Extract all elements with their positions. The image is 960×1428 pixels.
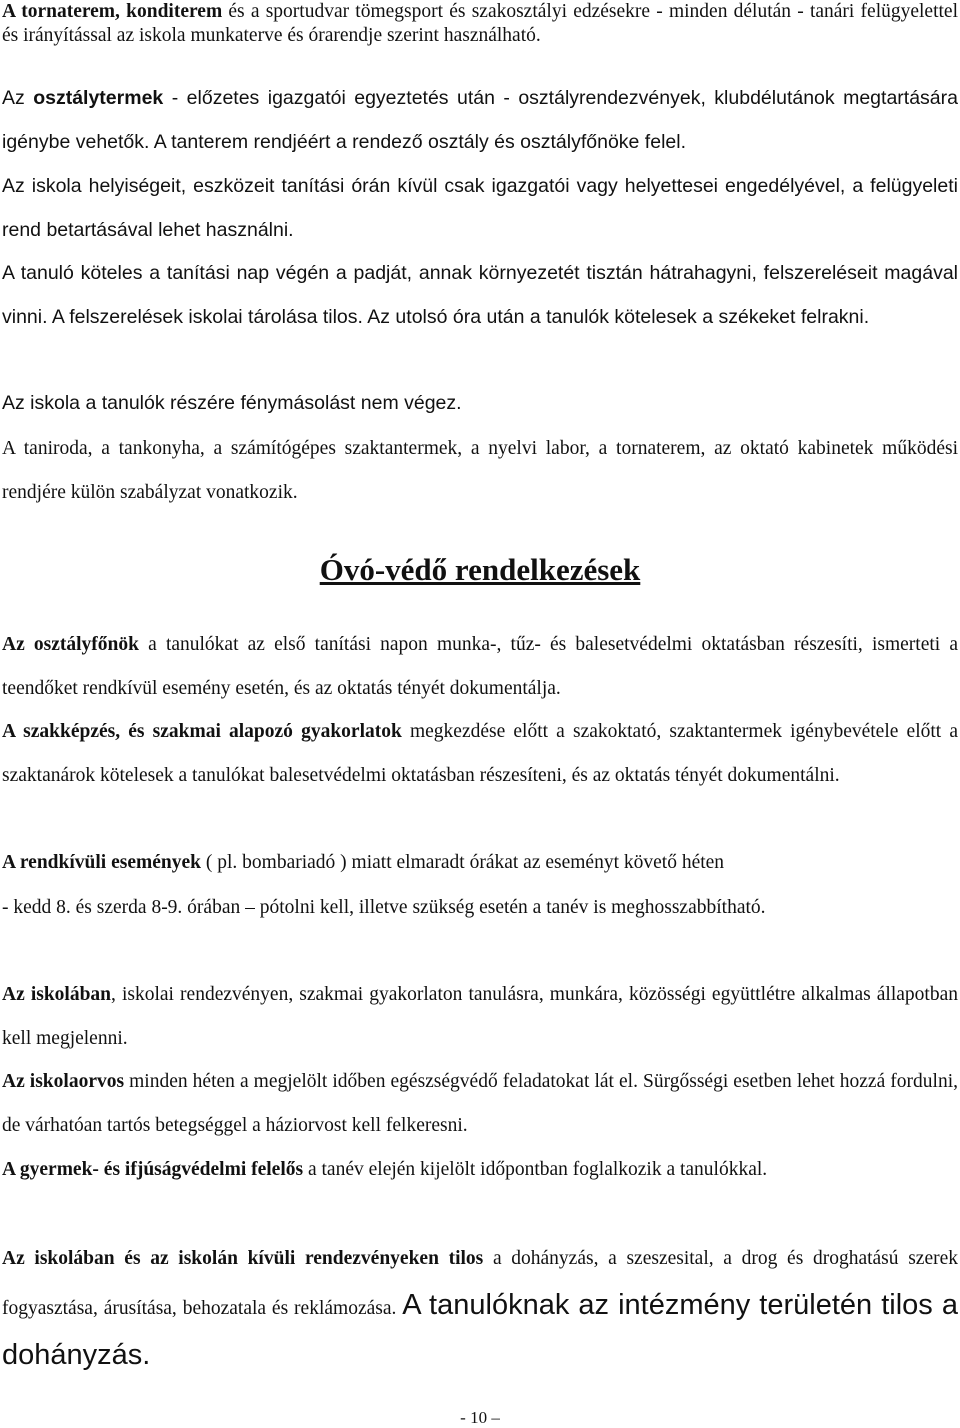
bold-lead: Az iskolaorvos [2,1071,125,1092]
bold-lead: Az iskolában és az iskolán kívüli rendezvényeken tilos [2,1248,484,1269]
smoking-ban-statement: A tanulóknak az intézmény területén tilos a dohányzás. [2,1289,958,1371]
bold-lead: A szakképzés, és szakmai alapozó gyakorlatok [2,721,402,742]
page-number: - 10 – [460,1408,500,1427]
rule-osztalyfonok [2,623,958,710]
rule-text: a tanév elején kijelölt időpontban foglalkozik a tanulókkal. [303,1159,768,1180]
bold-lead: A tornaterem, konditerem [2,1,223,22]
paragraph-taniroda: A taniroda, a tankonyha, a számítógépes szaktantermek, a nyelvi labor, a tornaterem, az oktató kabinetek működési rendjére külön szabályzat vonatkozik. [2,438,958,503]
rule-iskolaorvos [2,1060,958,1147]
rule-text: a dohányzás, a szeszesital, a drog és droghatású szerek fogyasztása, árusítása, behozatala és reklámozása. [2,1248,958,1319]
rule-szakkepzes [2,710,958,797]
rule-iskolaban [2,973,958,1060]
paragraph-tanulo-koteles: A tanuló köteles a tanítási nap végén a padját, annak környezetét tisztán hátrahagyni, felszereléseit magával vinni. A felszerelések iskolai tárolása tilos. Az utolsó óra után a tanulók kötelesek a székeket felrakni. [2,262,958,328]
rule-text: a tanulókat az első tanítási napon munka-, tűz- és balesetvédelmi oktatásban részesíti, ismerteti a teendőket rendkívül esemény esetén, és az oktatás tényét dokumentálja. [2,634,958,699]
paragraph-helyisegek: Az iskola helyiségeit, eszközeit tanítási órán kívül csak igazgatói vagy helyettesei engedélyével, a felügyeleti rend betartásával lehet használni. [2,175,958,241]
paragraph-text: - előzetes igazgatói egyeztetés után - osztályrendezvények, klubdélutánok megtartására igénybe vehetők. A tanterem rendjéért a rendező osztály és osztályfőnöke felel. [2,87,958,153]
paragraph-tornaterem [2,0,958,48]
rule-dohanyzas [2,1236,958,1382]
bold-lead: A rendkívüli események [2,852,201,873]
paragraph-fenymasolas: Az iskola a tanulók részére fénymásolást nem végez. [2,392,462,414]
bold-lead: osztálytermek [33,87,164,109]
paragraph-prefix: Az [2,87,34,109]
rule-text: , iskolai rendezvényen, szakmai gyakorlaton tanulásra, munkára, közösségi együttlétre alkalmas állapotban kell megjelenni. [2,984,958,1049]
bold-lead: A gyermek- és ifjúságvédelmi felelős [2,1159,304,1180]
paragraph-text: és a sportudvar tömegsport és szakosztályi edzésekre - minden délután - tanári felügyelettel és irányítással az iskola munkaterve és órarendje szerint használható. [2,1,958,46]
rule-text: megkezdése előtt a szakoktató, szaktantermek igénybevétele előtt a szaktanárok kötelesek a tanulókat balesetvédelmi oktatásban részesíteni, és az oktatás tényét dokumentálni. [2,721,958,786]
rule-text-line1: ( pl. bombariadó ) miatt elmaradt órákat az eseményt követő héten [201,852,725,873]
section-heading: Óvó-védő rendelkezések [319,552,641,587]
rule-text: minden héten a megjelölt időben egészségvédő feladatokat lát el. Sürgősségi esetben lehet hozzá fordulni, de várhatóan tartós betegséggel a háziorvost kell felkeresni. [2,1071,958,1136]
bold-lead: Az osztályfőnök [2,634,139,655]
rule-rendkivuli-continued: - kedd 8. és szerda 8-9. órában – pótolni kell, illetve szükség esetén a tanév is meghosszabbítható. [2,897,766,918]
paragraph-osztalytermek [2,77,958,164]
rule-gyermekvedelem [2,1148,958,1192]
rule-rendkivuli [2,841,958,885]
bold-lead: Az iskolában [2,984,112,1005]
